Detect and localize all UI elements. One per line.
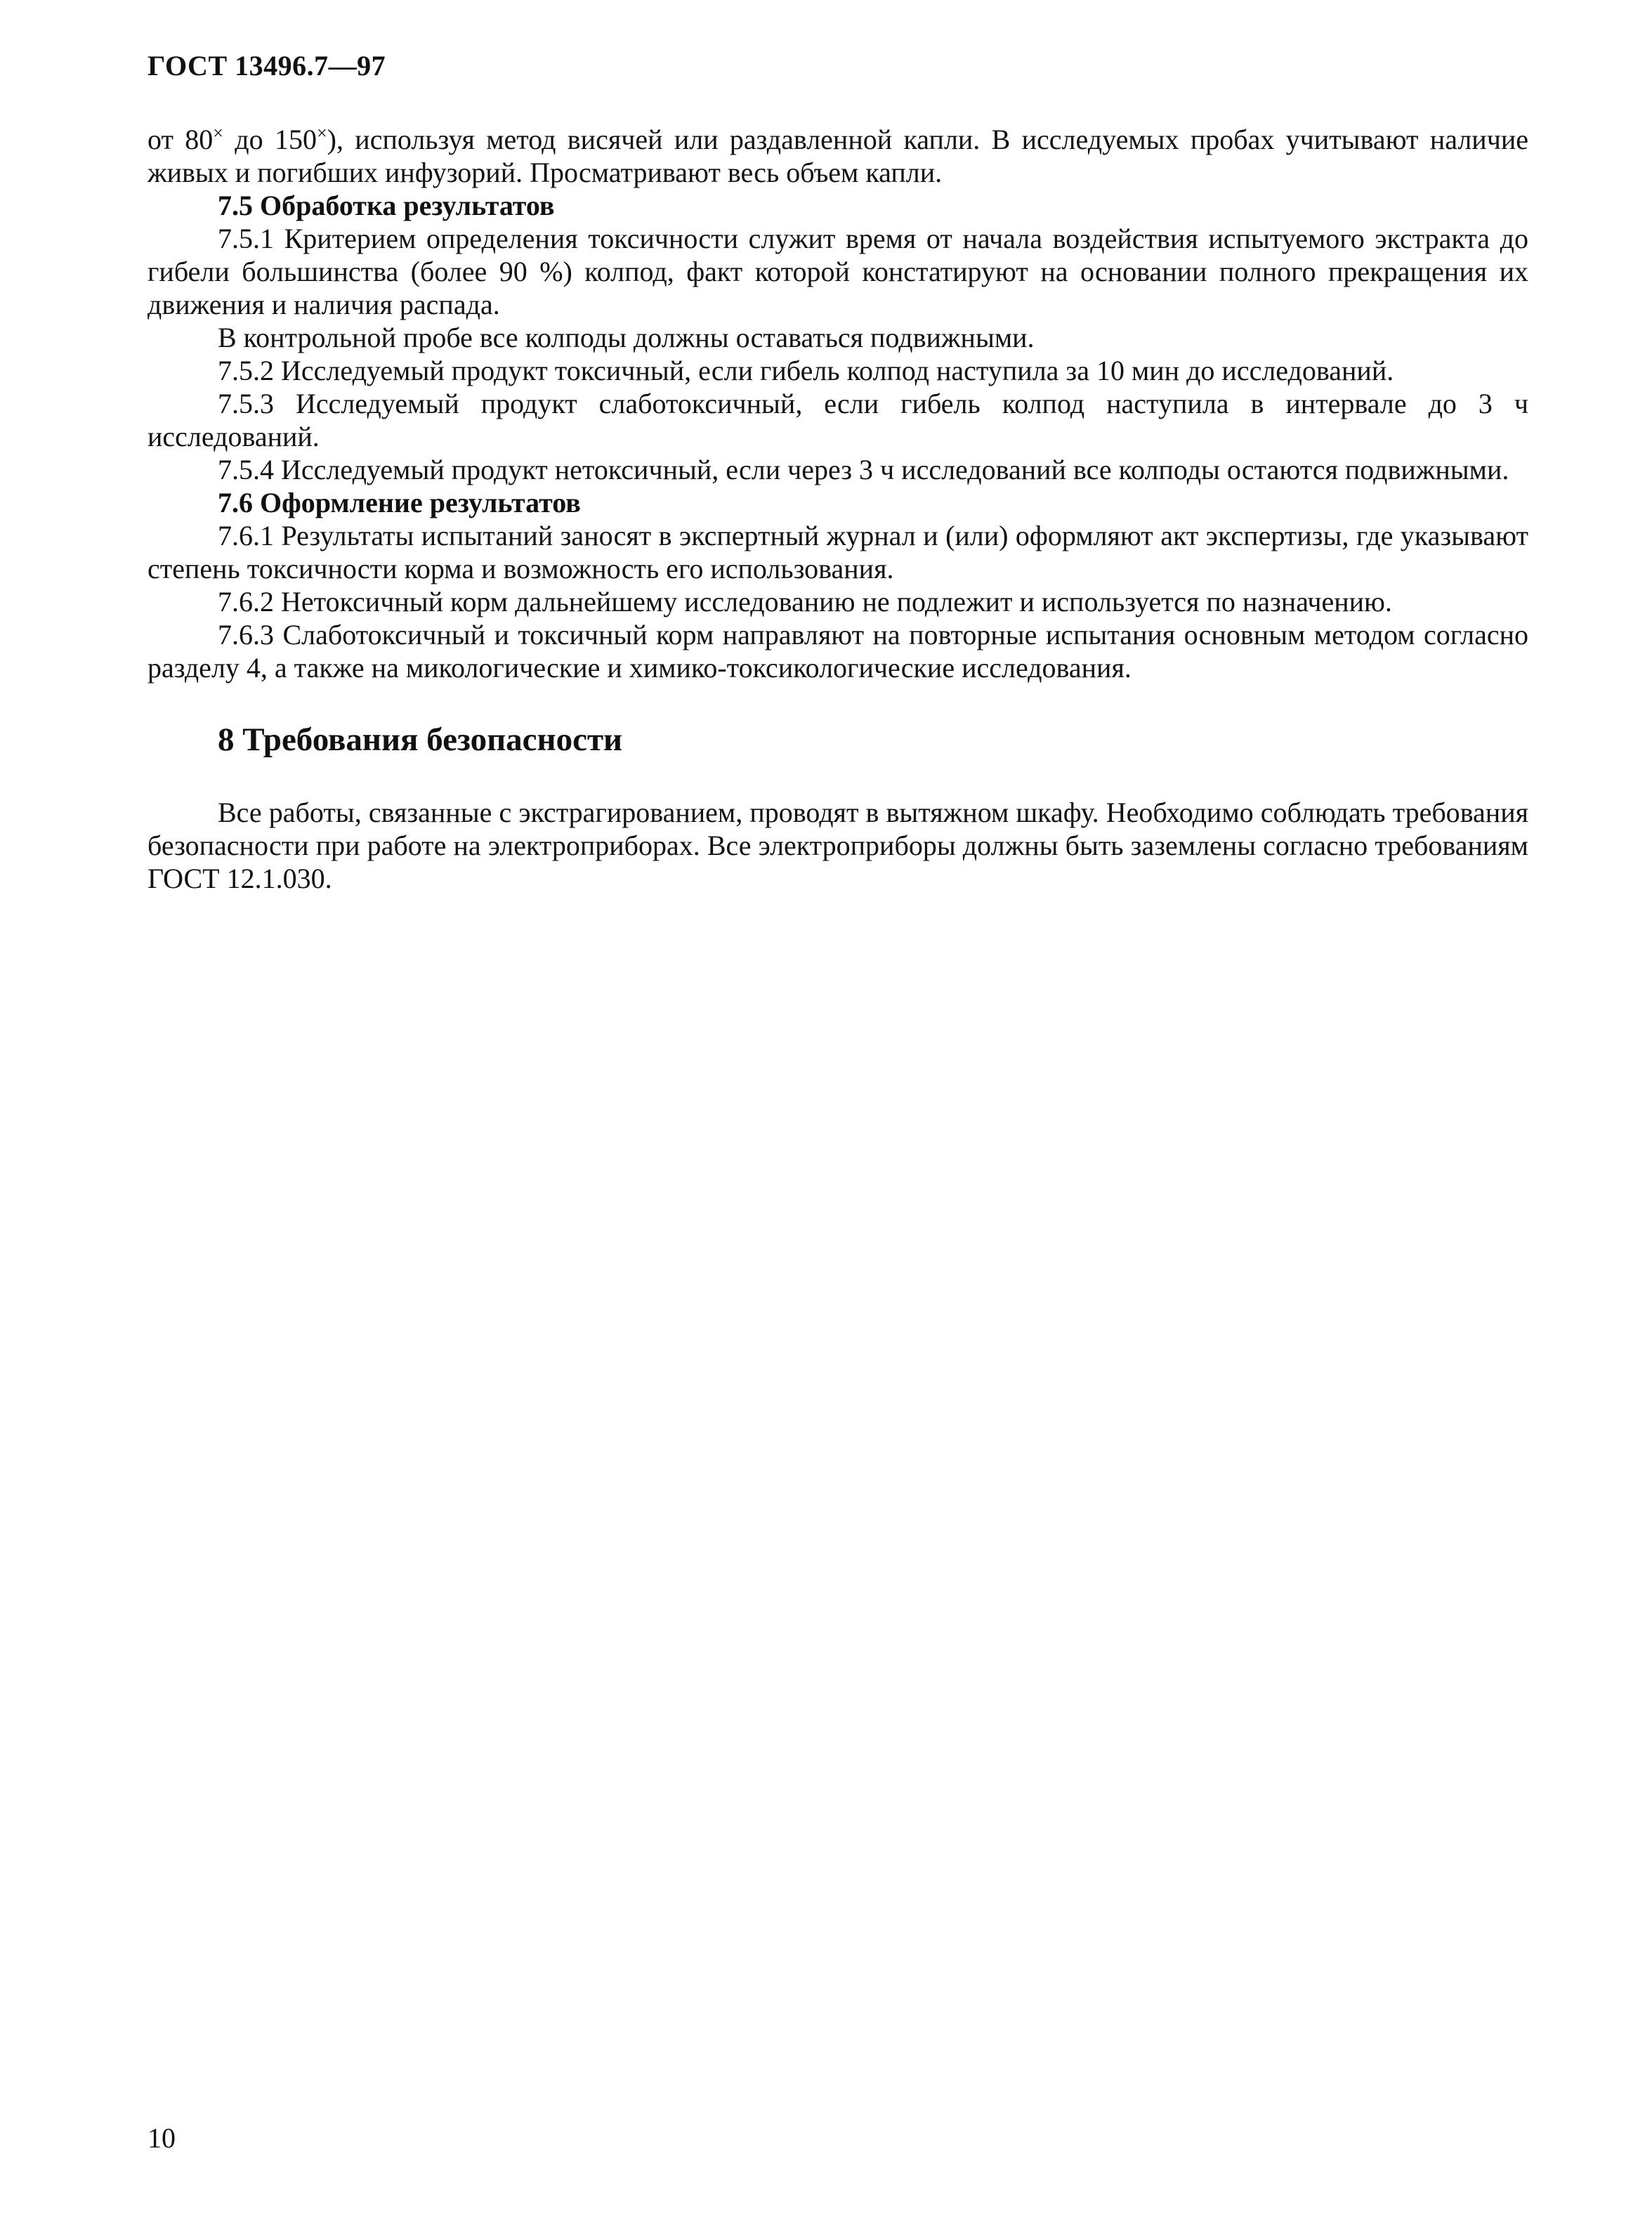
paragraph-control: В контрольной пробе все колподы должны оставаться подвижными. [218, 322, 1035, 353]
paragraph-7-5-4: 7.5.4 Исследуемый продукт нетоксичный, если через 3 ч исследований все колподы остаются подвижными. [218, 454, 1509, 485]
paragraph-7-6-1: 7.6.1 Результаты испытаний заносят в экспертный журнал и (или) оформляют акт экспертизы, где указывают степень токсичности корма и возможность его использования. [148, 520, 1528, 584]
subsection-heading-7-6: 7.6 Оформление результатов [218, 487, 581, 518]
page-number: 10 [148, 2122, 176, 2154]
document-header: ГОСТ 13496.7—97 [148, 50, 386, 81]
paragraph-7-5-3: 7.5.3 Исследуемый продукт слаботоксичный, если гибель колпод наступила в интервале до 3 ч исследований. [148, 388, 1528, 452]
paragraph-7-5-1: 7.5.1 Критерием определения токсичности служит время от начала воздействия испытуемого экстракта до гибели большинства (более 90 %) колпод, факт которой констатируют на основании полного прекращения их движения и наличия распада. [148, 223, 1528, 320]
intro-text-c: ), используя метод висячей или раздавленной капли. В исследуемых пробах учитывают наличие живых и погибших инфузорий. Просматривают весь объем капли. [148, 124, 1528, 188]
magnification-sup: × [213, 123, 223, 143]
paragraph-7-5-2: 7.5.2 Исследуемый продукт токсичный, если гибель колпод наступила за 10 мин до исследований. [218, 355, 1394, 386]
paragraph-8: Все работы, связанные с экстрагированием, проводят в вытяжном шкафу. Необходимо соблюдать требования безопасности при работе на электроприборах. Все электроприборы должны быть заземлены согласно требованиям ГОСТ 12.1.030. [148, 797, 1528, 894]
paragraph-intro [148, 123, 1528, 189]
subsection-heading-7-5: 7.5 Обработка результатов [218, 190, 555, 221]
intro-text-a: от 80 [148, 124, 214, 155]
intro-text-b: до 150 [223, 124, 317, 155]
magnification-sup: × [316, 123, 327, 143]
paragraph-7-6-3: 7.6.3 Слаботоксичный и токсичный корм направляют на повторные испытания основным методом согласно разделу 4, а также на микологические и химико-токсикологические исследования. [148, 619, 1528, 684]
paragraph-7-6-2: 7.6.2 Нетоксичный корм дальнейшему исследованию не подлежит и используется по назначению. [218, 586, 1392, 617]
section-heading-8: 8 Требования безопасности [218, 721, 623, 758]
document-body [148, 123, 1528, 895]
